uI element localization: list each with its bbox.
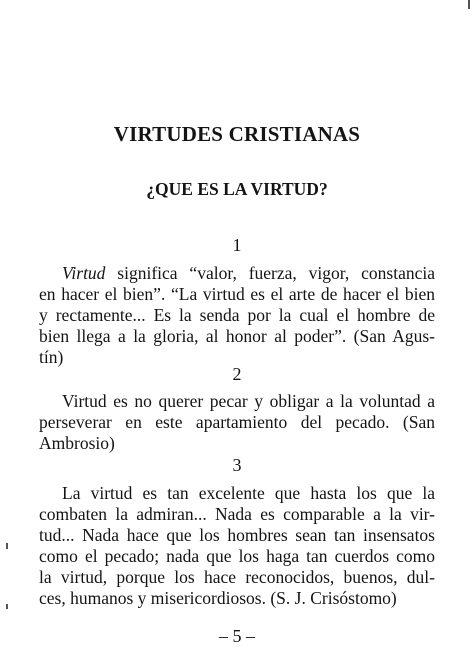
section-title: ¿QUE ES LA VIRTUD? — [146, 179, 328, 199]
paragraph-line: bien llega a la gloria, al honor al poder”. (San Agus- — [39, 326, 435, 346]
paragraph-line: y rectamente... Es la senda por la cual el hombre de — [39, 305, 435, 325]
item-number: 2 — [232, 364, 242, 384]
paragraph-line: la virtud, porque los hace reconocidos, buenos, dul- — [39, 567, 435, 587]
paragraph-line: como el pecado; nada que los haga tan cuerdos como — [39, 546, 435, 566]
emphasis-text: Virtud — [62, 263, 106, 283]
paragraph-line: perseverar en este apartamiento del pecado. (San — [39, 412, 435, 432]
margin-mark — [6, 543, 8, 549]
paragraph — [39, 391, 435, 454]
margin-mark — [6, 604, 8, 609]
page-number: – 5 – — [219, 626, 255, 646]
paragraph — [39, 263, 435, 368]
item-number: 1 — [232, 235, 242, 255]
paragraph — [39, 483, 435, 609]
paragraph-line: Virtud es no querer pecar y obligar a la voluntad a — [62, 391, 435, 411]
paragraph-line: ces, humanos y misericordiosos. (S. J. Crisóstomo) — [39, 588, 397, 608]
paragraph-line: en hacer el bien”. “La virtud es el arte de hacer el bien — [39, 284, 435, 304]
paragraph-line: combaten la admiran... Nada es comparable a la vir- — [39, 504, 435, 524]
paragraph-line: Ambrosio) — [39, 433, 115, 453]
line-text: significa “valor, fuerza, vigor, constancia — [105, 263, 435, 283]
paragraph-line: La virtud es tan excelente que hasta los que la — [62, 483, 435, 503]
margin-mark — [468, 0, 470, 9]
paragraph-line: tud... Nada hace que los hombres sean tan insensatos — [39, 525, 435, 545]
item-number: 3 — [232, 455, 242, 475]
paragraph-line — [39, 263, 435, 284]
paragraph-line: tín) — [39, 347, 64, 367]
chapter-title: VIRTUDES CRISTIANAS — [113, 122, 361, 146]
